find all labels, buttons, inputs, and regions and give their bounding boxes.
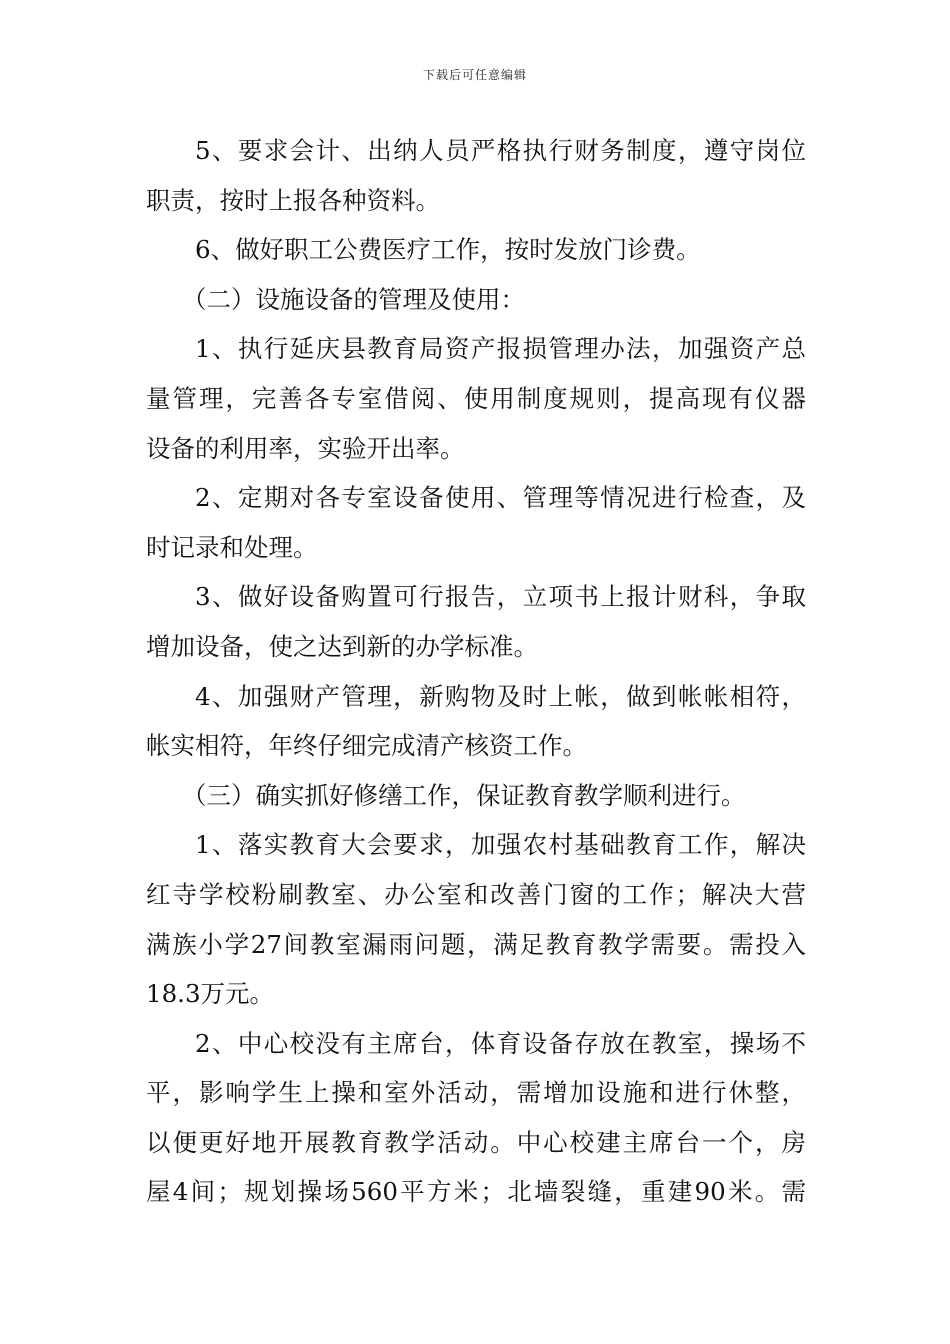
body-line: 屋4间；规划操场560平方米；北墙裂缝，重建90米。需 [146,1177,806,1207]
body-line: 帐实相符，年终仔细完成清产核资工作。 [146,731,587,761]
body-line: 2、定期对各专室设备使用、管理等情况进行检查，及 [195,483,806,513]
body-line: 1、落实教育大会要求，加强农村基础教育工作，解决 [195,830,806,860]
body-line: 平，影响学生上操和室外活动，需增加设施和进行休整， [146,1078,806,1108]
body-line: 职责，按时上报各种资料。 [146,185,440,215]
page-header: 下载后可任意编辑 [422,68,527,82]
body-line: 红寺学校粉刷教室、办公室和改善门窗的工作；解决大营 [146,879,806,909]
body-line: 时记录和处理。 [146,532,318,562]
body-line: 设备的利用率，实验开出率。 [146,433,465,463]
body-line: 1、执行延庆县教育局资产报损管理办法，加强资产总 [195,334,806,364]
body-line: 2、中心校没有主席台，体育设备存放在教室，操场不 [195,1028,806,1058]
body-line: 4、加强财产管理，新购物及时上帐，做到帐帐相符， [195,681,806,711]
body-line: 增加设备，使之达到新的办学标准。 [146,631,538,661]
body-line: 满族小学27间教室漏雨问题，满足教育教学需要。需投入 [146,929,806,959]
section-heading: （二）设施设备的管理及使用： [182,284,525,314]
body-line: 18.3万元。 [146,979,275,1009]
body-line: 3、做好设备购置可行报告，立项书上报计财科，争取 [195,582,806,612]
body-line: 5、要求会计、出纳人员严格执行财务制度，遵守岗位 [195,136,806,165]
body-line: 量管理，完善各专室借阅、使用制度规则，提高现有仪器 [146,383,806,413]
section-heading: （三）确实抓好修缮工作，保证教育教学顺利进行。 [182,780,746,810]
body-line: 以便更好地开展教育教学活动。中心校建主席台一个，房 [146,1127,806,1157]
document-body [146,126,806,1217]
body-line: 6、做好职工公费医疗工作，按时发放门诊费。 [195,235,701,265]
